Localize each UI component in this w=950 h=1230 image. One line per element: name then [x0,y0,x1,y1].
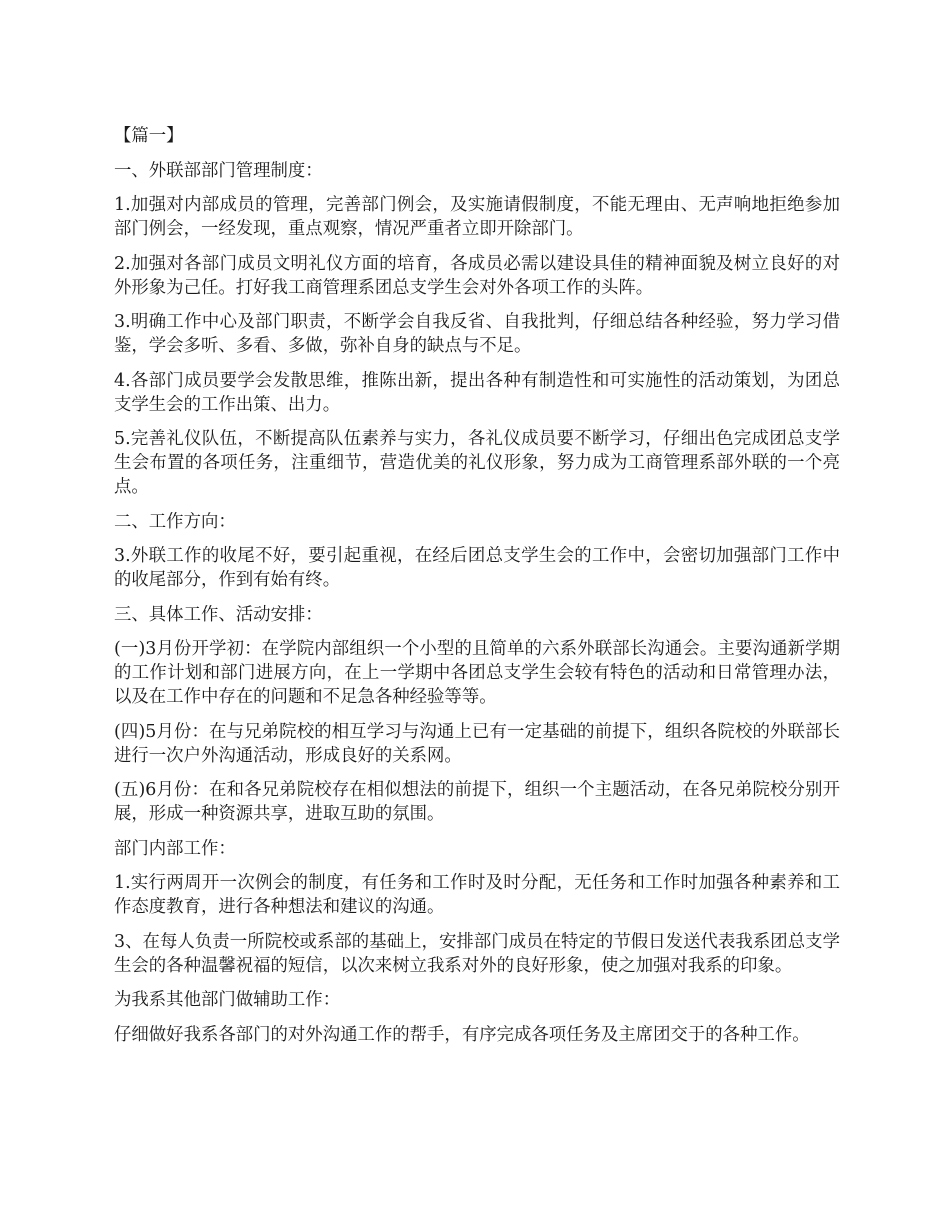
paragraph: 4.各部门成员要学会发散思维，推陈出新，提出各种有制造性和可实施性的活动策划，为团总支学生会的工作出策、出力。 [114,370,840,415]
paragraph: 3、在每人负责一所院校或系部的基础上，安排部门成员在特定的节假日发送代表我系团总支学生会的各种温馨祝福的短信，以次来树立我系对外的良好形象，使之加强对我系的印象。 [114,931,840,976]
paragraph: 5.完善礼仪队伍，不断提高队伍素养与实力，各礼仪成员要不断学习，仔细出色完成团总支学生会布置的各项任务，注重细节，营造优美的礼仪形象，努力成为工商管理系部外联的一个亮点。 [114,429,840,497]
section-title-internal: 部门内部工作： [114,838,236,859]
paragraph: (一)3月份开学初：在学院内部组织一个小型的且简单的六系外联部长沟通会。主要沟通新学期的工作计划和部门进展方向，在上一学期中各团总支学生会较有特色的活动和日常管理办法，以及在工作中存在的问题和不足急各种经验等等。 [114,639,840,707]
paragraph: 仔细做好我系各部门的对外沟通工作的帮手，有序完成各项任务及主席团交于的各种工作。 [114,1024,810,1045]
section-title-direction: 二、工作方向： [114,511,236,532]
paragraph: 1.加强对内部成员的管理，完善部门例会，及实施请假制度，不能无理由、无声响地拒绝参加部门例会，一经发现，重点观察，情况严重者立即开除部门。 [114,195,840,239]
section-title-schedule: 三、具体工作、活动安排： [114,604,323,625]
paragraph: 3.外联工作的收尾不好，要引起重视，在经后团总支学生会的工作中，会密切加强部门工作中的收尾部分，作到有始有终。 [114,546,840,590]
paragraph: 2.加强对各部门成员文明礼仪方面的培育，各成员必需以建设具佳的精神面貌及树立良好的对外形象为己任。打好我工商管理系团总支学生会对外各项工作的头阵。 [114,253,840,298]
paragraph: 3.明确工作中心及部门职责，不断学会自我反省、自我批判，仔细总结各种经验，努力学习借鉴，学会多听、多看、多做，弥补自身的缺点与不足。 [114,312,840,356]
document-body [114,124,840,1057]
paragraph: (四)5月份：在与兄弟院校的相互学习与沟通上已有一定基础的前提下，组织各院校的外联部长进行一次户外沟通活动，形成良好的关系网。 [114,721,840,766]
section-title-management: 一、外联部部门管理制度： [114,160,323,181]
section-title-support: 为我系其他部门做辅助工作： [114,990,341,1010]
paragraph: (五)6月份：在和各兄弟院校存在相似想法的前提下，组织一个主题活动，在各兄弟院校分别开展，形成一种资源共享，进取互助的氛围。 [114,780,840,824]
document-heading: 【篇一】 [114,126,184,146]
paragraph: 1.实行两周开一次例会的制度，有任务和工作时及时分配，无任务和工作时加强各种素养和工作态度教育，进行各种想法和建议的沟通。 [114,873,840,917]
